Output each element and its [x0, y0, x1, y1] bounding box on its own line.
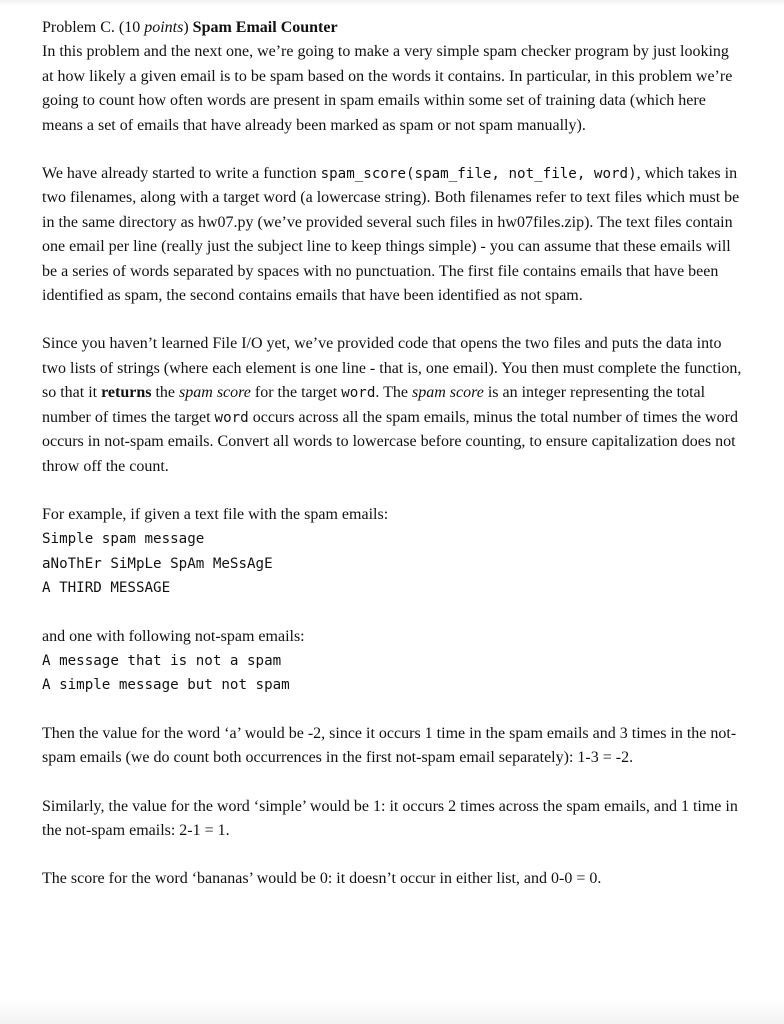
- notspam-email-line: A simple message but not spam: [42, 677, 290, 694]
- requirements-paragraph: [42, 332, 742, 478]
- returns-bold: returns: [101, 384, 152, 402]
- example-a-paragraph: Then the value for the word ‘a’ would be -2, since it occurs 1 time in the spam emails and 3 times in the not-spam emails (we do count both occurrences in the first not-spam email separately): 1-3 = -2.: [42, 724, 737, 767]
- req-text-d: . The: [375, 384, 412, 402]
- notspam-intro: and one with following not-spam emails:: [42, 627, 305, 645]
- spacer: [42, 308, 742, 332]
- intro-paragraph: In this problem and the next one, we’re going to make a very simple spam checker program by just looking at how likely a given email is to be spam based on the words it contains. In particular, in this problem we’re going to count how often words are present in spam emails within some set of training data (which here means a set of emails that have already been marked as spam or not spam manually).: [42, 43, 733, 134]
- spam-email-line: aNoThEr SiMpLe SpAm MeSsAgE: [42, 555, 273, 572]
- problem-title: Spam Email Counter: [192, 19, 338, 36]
- req-text-e: is an integer representing the total number of times the target: [42, 384, 706, 426]
- spam-email-line: A THIRD MESSAGE: [42, 580, 171, 597]
- spacer: [42, 698, 742, 722]
- spacer: [42, 601, 742, 625]
- example-simple-paragraph: Similarly, the value for the word ‘simple’ would be 1: it occurs 2 times across the spam emails, and 1 time in the not-spam emails: 2-1 = 1.: [42, 797, 738, 839]
- problem-label: Problem C. (10: [42, 19, 145, 36]
- req-text-c: for the target: [250, 384, 342, 402]
- function-signature: spam_score(spam_file, not_file, word): [320, 166, 637, 183]
- example-intro: For example, if given a text file with the spam emails:: [42, 505, 389, 523]
- spam-score-italic: spam score: [411, 384, 484, 402]
- spam-score-italic: spam score: [179, 384, 251, 402]
- function-paragraph: [42, 162, 742, 308]
- problem-label-close: ): [183, 19, 189, 36]
- example-bananas-paragraph: The score for the word ‘bananas’ would be 0: it doesn’t occur in either list, and 0-0 = 0.: [42, 870, 602, 888]
- spacer: [42, 771, 742, 795]
- word-code: word: [214, 409, 249, 426]
- problem-heading: [42, 16, 742, 40]
- req-text-b: the: [151, 384, 180, 402]
- function-lead: We have already started to write a function: [42, 165, 321, 183]
- word-code: word: [341, 385, 376, 402]
- spacer: [42, 479, 742, 503]
- spam-email-line: Simple spam message: [42, 531, 205, 548]
- points-word: points: [144, 19, 184, 36]
- function-description: , which takes in two filenames, along with a target word (a lowercase string). Both filenames refer to text files which must be in the same directory as hw07.py (we’ve provided several such files in hw07files.zip). The text files contain one email per line (really just the subject line to keep things simple) - you can assume that these emails will be a series of words separated by spaces with no punctuation. The first file contains emails that have been identified as spam, the second contains emails that have been identified as not spam.: [42, 165, 740, 305]
- req-text-f: occurs across all the spam emails, minus the total number of times the word occurs in not-spam emails. Convert all words to lowercase before counting, to ensure capitalization does not throw off the count.: [42, 408, 738, 475]
- bottom-edge-shadow: [0, 998, 784, 1024]
- spacer: [42, 138, 742, 162]
- notspam-email-line: A message that is not a spam: [42, 652, 282, 669]
- req-text-a: Since you haven’t learned File I/O yet, we’ve provided code that opens the two files and puts the data into two lists of strings (where each element is one line - that is, one email). You then must complete the function, so that it: [42, 335, 742, 402]
- spacer: [42, 843, 742, 867]
